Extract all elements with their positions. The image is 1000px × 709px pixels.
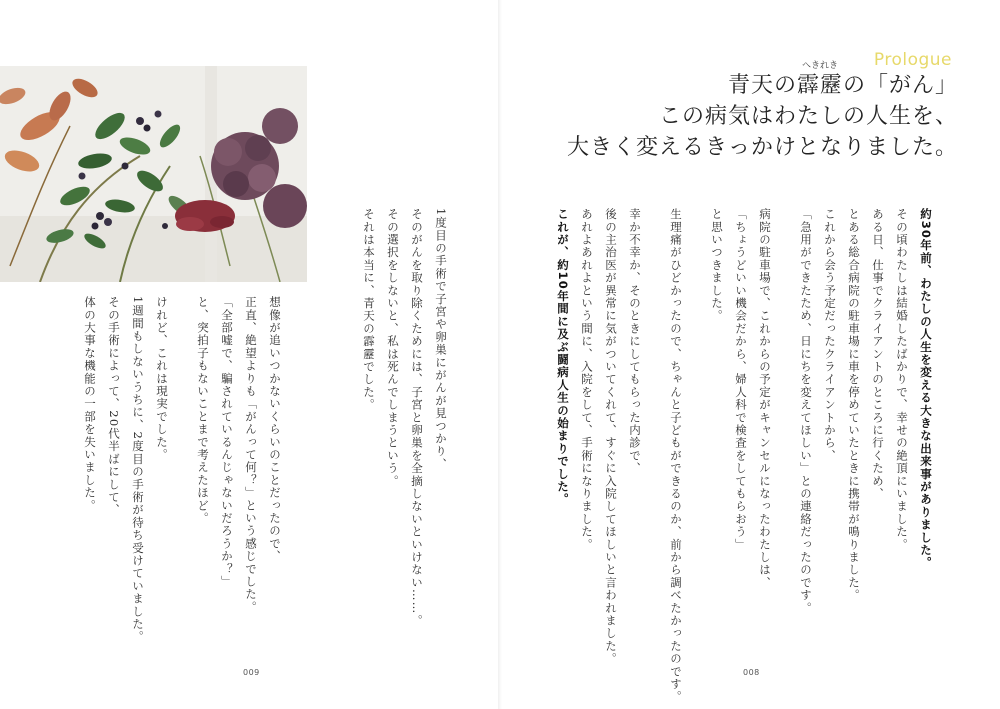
body-line: 「全部嘘で、騙されているんじゃないだろうか？」 bbox=[220, 296, 234, 589]
paragraph-gap bbox=[777, 208, 794, 648]
body-line: 生理痛がひどかったので、ちゃんと子どもができるのか、前から調べたかったのです。 bbox=[669, 208, 683, 704]
emphasis-line: 約30年前、わたしの人生を変える大きな出来事がありました。 bbox=[919, 208, 933, 570]
prologue-label: Prologue bbox=[873, 50, 952, 70]
left-page-upper-body bbox=[357, 208, 453, 628]
body-line: 幸か不幸か、そのときにしてもらった内診で、 bbox=[628, 208, 642, 475]
headline-line-2: この病気はわたしの人生を、 bbox=[658, 104, 958, 130]
page-number-left: 009 bbox=[243, 668, 260, 677]
left-page-lower-body bbox=[78, 296, 287, 644]
body-line: 「ちょうどいい機会だから、婦人科で検査をしてもらおう」 bbox=[734, 208, 748, 551]
body-line: 体の大事な機能の一部を失いました。 bbox=[83, 296, 97, 512]
flower-arrangement-photo bbox=[0, 66, 307, 282]
headline-line-3: 大きく変えるきっかけとなりました。 bbox=[566, 135, 958, 161]
page-number-right: 008 bbox=[743, 668, 760, 677]
paragraph-gap bbox=[174, 296, 191, 636]
body-line: 正直、絶望よりも「がんって何？」という感じでした。 bbox=[244, 296, 258, 614]
body-line: 1度目の手術で子宮や卵巣にがんが見つかり、 bbox=[434, 208, 448, 471]
body-line: これから会う予定だったクライアントから、 bbox=[823, 208, 837, 462]
body-line: あれよあれよという間に、入院をして、手術になりました。 bbox=[580, 208, 594, 551]
headline-line-1: 青天の へきれき 霹靂の「がん」 bbox=[518, 70, 958, 101]
chapter-headline bbox=[518, 61, 958, 164]
paragraph-gap bbox=[647, 208, 664, 648]
body-line: 1週間もしないうちに、2度目の手術が待ち受けていました。 bbox=[131, 296, 145, 644]
body-line: その頃わたしは結婚したばかりで、幸せの絶頂にいました。 bbox=[895, 208, 909, 551]
ruby-hekireki: へきれき 霹靂 bbox=[796, 61, 843, 98]
body-line: そのがんを取り除くためには、子宮と卵巣を全摘しないといけない……。 bbox=[410, 208, 424, 628]
body-line: と思いつきました。 bbox=[710, 208, 724, 323]
body-line: とある総合病院の駐車場に車を停めていたときに携帯が鳴りました。 bbox=[847, 208, 861, 602]
body-line: それは本当に、青天の霹靂でした。 bbox=[362, 208, 376, 412]
body-line: けれど、これは現実でした。 bbox=[155, 296, 169, 462]
gutter-shadow bbox=[498, 0, 502, 709]
body-line: と、突拍子もないことまで考えたほど。 bbox=[196, 296, 210, 525]
emphasis-line: これが、約10年間に及ぶ闘病人生の始まりでした。 bbox=[556, 208, 570, 506]
body-line: 病院の駐車場で、これからの予定がキャンセルになったわたしは、 bbox=[758, 208, 772, 589]
body-line: その手術によって、20代半ばにして、 bbox=[107, 296, 121, 517]
body-line: ある日、仕事でクライアントのところに行くため、 bbox=[871, 208, 885, 501]
body-line: その選択をしないと、私は死んでしまうという。 bbox=[386, 208, 400, 488]
body-line: 後の主治医が異常に気がついてくれて、すぐに入院してほしいと言われました。 bbox=[604, 208, 618, 666]
paragraph-gap bbox=[688, 208, 705, 648]
body-line: 「急用ができたため、日にちを変えてほしい」との連絡だったのです。 bbox=[799, 208, 813, 615]
body-line: 想像が追いつかないくらいのことだったので、 bbox=[268, 296, 282, 563]
